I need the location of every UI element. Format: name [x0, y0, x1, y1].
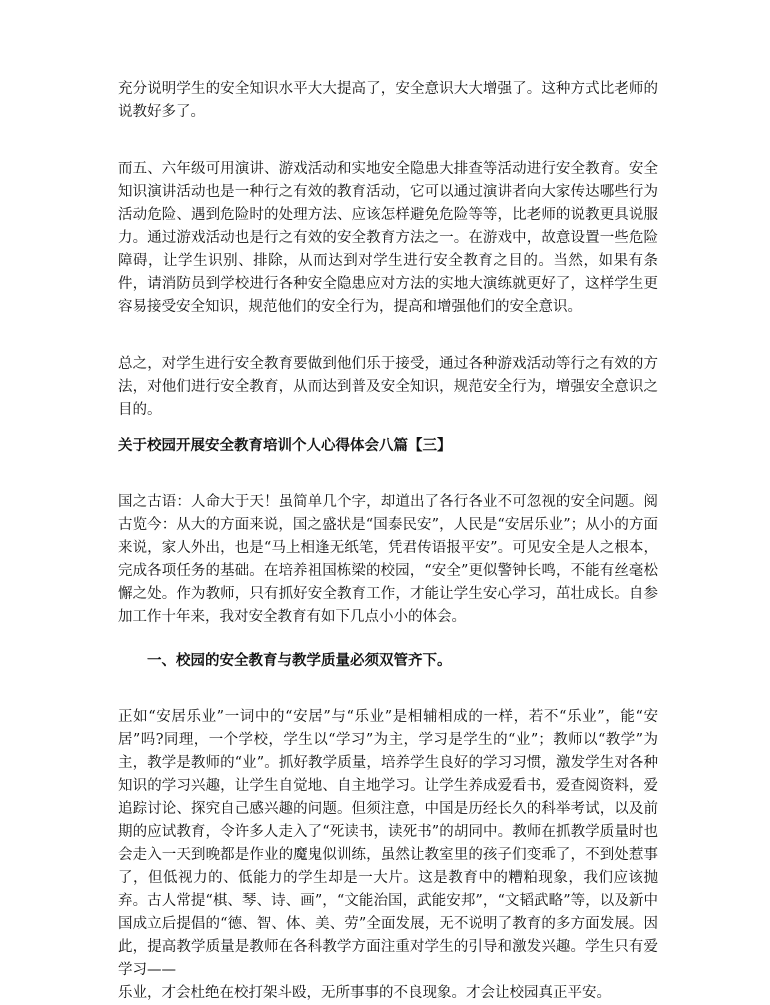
document-page — [118, 78, 658, 1005]
section-heading: 关于校园开展安全教育培训个人心得体会八篇【三】 — [118, 437, 452, 454]
paragraph-gap — [118, 672, 658, 706]
paragraph-gap — [118, 319, 658, 353]
paragraph-6: 乐业，才会杜绝在校打架斗殴，无所事事的不良现象。才会让校园真正平安。 — [118, 985, 611, 1001]
paragraph-3: 总之，对学生进行安全教育要做到他们乐于接受，通过各种游戏活动等行之有效的方法，对他们进行安全教育，从而达到普及安全知识，规范安全行为，增强安全意识之目的。 — [118, 356, 658, 418]
paragraph-5: 正如“安居乐业”一词中的“安居”与“乐业”是相辅相成的一样，若不“乐业”，能“安居”吗?同理，一个学校，学生以“学习”为主，学习是学生的“业”；教师以“教学”为主，教学是教师的“业”。抓好教学质量，培养学生良好的学习习惯，激发学生对各种知识的学习兴趣，让学生自觉地、自主地学习。让学生养成爱看书，爱查阅资料，爱追踪讨论、探究自己感兴趣的问题。但须注意，中国是历经长久的科举考试，以及前期的应试教育，令许多人走入了“死读书，读死书”的胡同中。教师在抓教学质量时也会走入一天到晚都是作业的魔鬼似训练，虽然让教室里的孩子们变乖了，不到处惹事了，但低视力的、低能力的学生却是一大片。这是教育中的糟粕现象，我们应该抛弃。古人常提“棋、琴、诗、画”，“文能治国，武能安邦”，“文韬武略”等，以及新中国成立后提倡的“德、智、体、美、劳”全面发展，无不说明了教育的多方面发展。因此，提高教学质量是教师在各科教学方面注重对学生的引导和激发兴趣。学生只有爱学习—— — [118, 709, 658, 978]
subsection-heading: 一、校园的安全教育与教学质量必须双管齐下。 — [147, 652, 452, 669]
paragraph-2: 而五、六年级可用演讲、游戏活动和实地安全隐患大排查等活动进行安全教育。安全知识演讲活动也是一种行之有效的教育活动，它可以通过演讲者向大家传达哪些行为活动危险、遇到危险时的处理方法、应该怎样避免危险等等，比老师的说教更具说服力。通过游戏活动也是行之有效的安全教育方法之一。在游戏中，故意设置一些危险障碍，让学生识别、排除，从而达到对学生进行安全教育之目的。当然，如果有条件，请消防员到学校进行各种安全隐患应对方法的实地大演练就更好了，这样学生更容易接受安全知识，规范他们的安全行为，提高和增强他们的安全意识。 — [118, 161, 658, 315]
paragraph-gap — [118, 422, 658, 434]
paragraph-gap — [118, 457, 658, 491]
paragraph-1: 充分说明学生的安全知识水平大大提高了，安全意识大大增强了。这种方式比老师的说教好多了。 — [118, 81, 658, 120]
paragraph-gap — [118, 124, 658, 158]
paragraph-4: 国之古语：人命大于天！虽简单几个字，却道出了各行各业不可忽视的安全问题。阅古览今：从大的方面来说，国之盛状是“国泰民安”，人民是“安居乐业”；从小的方面来说，家人外出，也是“马上相逢无纸笔，凭君传语报平安”。可见安全是人之根本，完成各项任务的基础。在培养祖国栋梁的校园，“安全”更似警钟长鸣，不能有丝毫松懈之处。作为教师，只有抓好安全教育工作，才能让学生安心学习，茁壮成长。自参加工作十年来，我对安全教育有如下几点小小的体会。 — [118, 494, 658, 625]
paragraph-gap — [118, 629, 658, 649]
